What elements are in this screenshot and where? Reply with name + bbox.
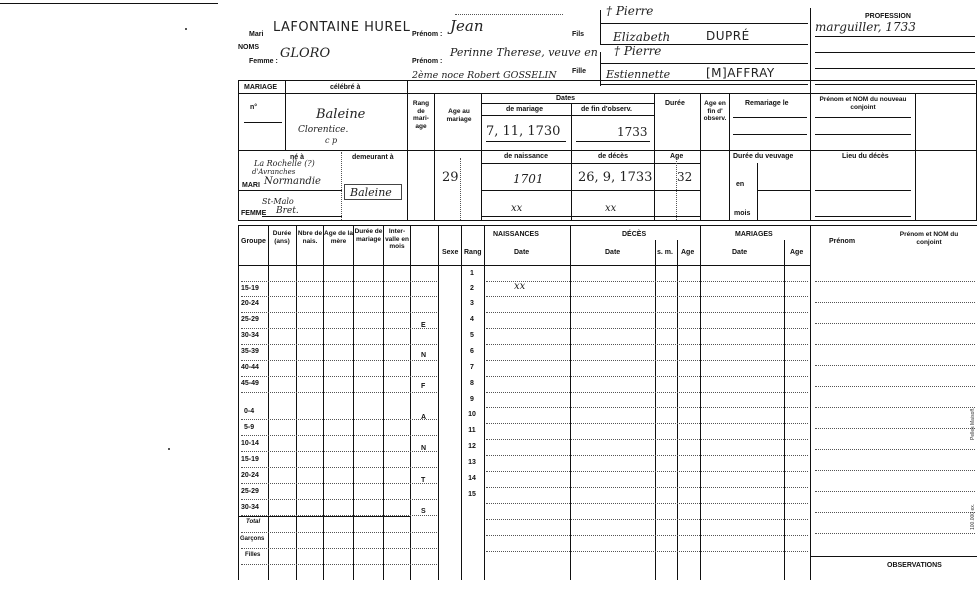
- age-col-label: Age: [670, 153, 684, 160]
- row-sep: [481, 115, 654, 116]
- husband-surname: LAFONTAINE HUREL: [273, 20, 411, 35]
- rank-4: 4: [470, 316, 474, 323]
- mariages-date-label: Date: [732, 249, 748, 256]
- lower-sep: [700, 225, 701, 580]
- ne-label: né à: [290, 154, 305, 161]
- wife-birthplace-2: Bret.: [276, 206, 299, 216]
- rank-6: 6: [470, 348, 474, 355]
- rang-label: Rang de mari-age: [412, 100, 430, 130]
- husband-firstname: Jean: [450, 17, 484, 35]
- prenom-guide: [815, 281, 975, 282]
- lower-sep: [353, 225, 354, 580]
- line-fille: [600, 63, 808, 64]
- prenom-guide: [815, 470, 975, 471]
- age-dots: [676, 158, 677, 220]
- line-fils-2: [600, 44, 808, 45]
- age-fin-label: Age en fin d' observ.: [703, 100, 727, 122]
- rank-11: 11: [468, 427, 476, 434]
- entry-guide: [486, 392, 808, 393]
- entry-guide: [486, 296, 808, 297]
- age-dots: [460, 158, 461, 220]
- row-guide: [241, 328, 437, 329]
- lower-sep: [438, 225, 439, 580]
- mari-row-line: [481, 190, 700, 191]
- sexe-label: Sexe: [442, 249, 459, 256]
- remariage-line: [733, 117, 807, 118]
- naissances-date-label: Date: [514, 249, 530, 256]
- sm-label: s. m.: [657, 249, 673, 256]
- row-sep: [481, 163, 700, 164]
- row-guide: [241, 483, 437, 484]
- mariage-vline: [285, 80, 286, 150]
- age-mariage-label: Age au mariage: [446, 108, 472, 123]
- deces-date-label: Date: [605, 249, 621, 256]
- group-bottom-3: 15-19: [241, 456, 259, 463]
- rank-1: 1: [470, 270, 474, 277]
- entry-guide: [486, 519, 808, 520]
- row-guide: [241, 564, 437, 565]
- entry-guide: [486, 439, 808, 440]
- prof-line-2: [815, 52, 975, 53]
- remariage-label: Remariage le: [745, 100, 789, 107]
- rank-13: 13: [468, 459, 476, 466]
- entry-guide: [486, 471, 808, 472]
- group-top-0: 15-19: [241, 285, 259, 292]
- lower-sep: [810, 225, 811, 580]
- stray-mark: [168, 448, 170, 450]
- lower-sep: [410, 225, 411, 580]
- group-top-5: 40-44: [241, 364, 259, 371]
- entry-guide: [486, 281, 808, 282]
- mariage-hline: [238, 93, 407, 94]
- wife-father: † Pierre: [614, 44, 662, 58]
- wife-firstname-2: 2ème noce Robert GOSSELIN: [412, 70, 557, 81]
- enfants-letter-a: A: [421, 414, 427, 421]
- mariages-age-label: Age: [790, 249, 804, 256]
- col-sep: [915, 93, 916, 221]
- rang-col-label: Rang: [464, 249, 482, 256]
- wife-surname: GLORO: [280, 46, 331, 61]
- entry-guide: [486, 455, 808, 456]
- lower-sep: [323, 225, 324, 580]
- rank-7: 7: [470, 364, 474, 371]
- group-bottom-1: 5-9: [244, 424, 255, 431]
- deces-age-label: Age: [681, 249, 695, 256]
- spouse-line: [815, 117, 911, 118]
- row-guide: [241, 392, 437, 393]
- prenom-label-wife: Prénom :: [412, 58, 443, 65]
- bracket-fils: [600, 10, 601, 44]
- prenom-guide: [815, 491, 975, 492]
- lieu-line: [815, 216, 911, 217]
- group-bottom-4: 20-24: [241, 472, 259, 479]
- duree-veuvage-label: Durée du veuvage: [733, 153, 794, 160]
- naissances-label: NAISSANCES: [493, 231, 539, 238]
- deces-col-label: DÉCÈS: [622, 231, 647, 238]
- col-sep: [434, 93, 435, 221]
- dotline: [455, 14, 563, 15]
- fin-obs-label: de fin d'observ.: [581, 106, 632, 113]
- prenom-guide: [815, 323, 975, 324]
- entry-guide: [486, 407, 808, 408]
- lower-sep: [484, 225, 485, 580]
- prenom-guide: [815, 407, 975, 408]
- col-sep: [729, 93, 730, 221]
- husband-mother-first: Elizabeth: [613, 30, 671, 44]
- enfants-letter-n1: N: [421, 352, 427, 359]
- group-top-3: 30-34: [241, 332, 259, 339]
- prenom-label: Prénom :: [412, 31, 443, 38]
- rank-15: 15: [468, 491, 476, 498]
- femme-row-line: [481, 216, 700, 217]
- profession-label: PROFESSION: [865, 13, 911, 20]
- enfants-letter-t: T: [421, 477, 426, 484]
- row-sep: [407, 150, 977, 151]
- col-sep: [481, 93, 482, 221]
- prenom-guide: [815, 428, 975, 429]
- veuvage-sep: [757, 163, 758, 221]
- wife-birth: xx: [511, 203, 523, 214]
- stray-mark: [185, 28, 187, 30]
- group-top-1: 20-24: [241, 300, 259, 307]
- enfants-letter-f: F: [421, 383, 426, 390]
- col-sep: [654, 93, 655, 221]
- row-guide: [241, 296, 437, 297]
- entry-guide: [486, 487, 808, 488]
- row-guide: [241, 281, 437, 282]
- lower-sep: [383, 225, 384, 580]
- rank-12: 12: [468, 443, 476, 450]
- femme-line: [262, 216, 342, 217]
- naissance-label: de naissance: [504, 153, 548, 160]
- date-underline: [576, 141, 650, 142]
- row-guide: [241, 548, 437, 549]
- prenom-guide: [815, 344, 975, 345]
- wife-mother-last: [M]AFFRAY: [706, 66, 775, 80]
- row-guide: [241, 360, 437, 361]
- printer-note: Pelles Maisoff.: [970, 407, 976, 440]
- wife-birthplace-1: St-Malo: [262, 197, 294, 206]
- lower-header-line: [238, 265, 810, 266]
- filles-label: Filles: [245, 552, 261, 558]
- print-run-note: 100.000 ex.: [970, 503, 976, 530]
- lower-sep: [461, 225, 462, 580]
- husband-birthplace-2: d'Avranches: [252, 168, 296, 176]
- mariages-label: MARIAGES: [735, 231, 773, 238]
- duree-label: Durée: [665, 100, 685, 107]
- lower-table: [238, 225, 977, 580]
- rank-10: 10: [468, 411, 476, 418]
- row-guide: [241, 451, 437, 452]
- entry-guide: [486, 360, 808, 361]
- marriage-date: 7, 11, 1730: [486, 124, 561, 139]
- husband-age: 29: [442, 170, 459, 185]
- rank-3: 3: [470, 300, 474, 307]
- new-spouse-label: Prénom et NOM du nouveau conjoint: [819, 96, 907, 111]
- ne-divider: [341, 152, 342, 220]
- prenom-guide: [815, 386, 975, 387]
- wife-mother-first: Estiennette: [606, 68, 671, 81]
- lower-sep: [655, 240, 656, 580]
- prenom-guide: [815, 533, 975, 534]
- end-observation: 1733: [617, 125, 648, 139]
- prenom-guide: [815, 449, 975, 450]
- profession-value: marguiller, 1733: [815, 20, 916, 34]
- femme-label: Femme :: [249, 58, 278, 65]
- total-label: Total: [246, 519, 261, 525]
- husband-birthplace-1: La Rochelle (?): [254, 159, 315, 168]
- celebre-label: célébré à: [330, 84, 361, 91]
- entry-guide: [486, 344, 808, 345]
- deces-label: de décès: [598, 153, 628, 160]
- residence-box: [344, 184, 402, 200]
- wife-death: xx: [605, 203, 617, 214]
- row-guide: [241, 499, 437, 500]
- prenom-col-label: Prénom: [829, 238, 856, 245]
- age-mere-label: Age de la mère: [324, 230, 353, 245]
- duree-mariage-label: Durée de mariage: [354, 228, 383, 243]
- entry-guide: [486, 503, 808, 504]
- veuvage-line: [757, 190, 810, 191]
- lower-sep: [784, 240, 785, 580]
- first-child-birth: xx: [514, 281, 526, 292]
- entry-guide: [486, 423, 808, 424]
- lieu-deces-label: Lieu du décès: [842, 153, 889, 160]
- row-guide: [241, 467, 437, 468]
- corner-rule: [0, 3, 218, 4]
- no-label: n°: [250, 104, 258, 111]
- group-top-2: 25-29: [241, 316, 259, 323]
- enfants-letter-e: E: [421, 322, 426, 329]
- groupe-label: Groupe: [241, 238, 266, 245]
- demeurant-label: demeurant à: [352, 154, 394, 161]
- lieu-line: [815, 190, 911, 191]
- rank-5: 5: [470, 332, 474, 339]
- husband-father: † Pierre: [606, 4, 654, 18]
- fille-label: Fille: [572, 68, 587, 75]
- mois-label: mois: [734, 210, 751, 217]
- mari-label: Mari: [249, 31, 264, 38]
- rank-9: 9: [470, 396, 474, 403]
- entry-guide: [486, 312, 808, 313]
- row-guide: [241, 532, 437, 533]
- group-top-6: 45-49: [241, 380, 259, 387]
- group-top-4: 35-39: [241, 348, 259, 355]
- group-bottom-2: 10-14: [241, 440, 259, 447]
- enfants-letter-n2: N: [421, 445, 427, 452]
- no-line: [244, 122, 282, 123]
- de-mariage-label: de mariage: [506, 106, 543, 113]
- husband-birthplace-3: Normandie: [264, 176, 321, 187]
- row-guide: [241, 344, 437, 345]
- enfants-letter-s: S: [421, 508, 426, 515]
- husband-birth: 1701: [513, 172, 544, 186]
- prof-line-3: [815, 68, 975, 69]
- en-label: en: [736, 181, 745, 188]
- nbre-nais-label: Nbre de nais.: [297, 230, 323, 245]
- header-divider: [810, 8, 811, 87]
- prenom-guide: [815, 512, 975, 513]
- prenom-guide: [815, 302, 975, 303]
- marriage-place-code: c p: [325, 136, 338, 145]
- group-bottom-5: 25-29: [241, 488, 259, 495]
- husband-mother-last: DUPRÉ: [706, 29, 750, 43]
- entry-guide: [486, 328, 808, 329]
- mariage-label: MARIAGE: [244, 84, 278, 91]
- col-sep: [700, 93, 701, 221]
- mari-row-label: MARI: [242, 182, 260, 189]
- mari-line: [238, 190, 342, 191]
- prenom-guide: [815, 365, 975, 366]
- mariage-bottom: [238, 150, 407, 151]
- date-underline: [486, 141, 566, 142]
- lower-sep: [296, 225, 297, 580]
- row-sep: [481, 103, 654, 104]
- observations-label: OBSERVATIONS: [887, 562, 942, 569]
- conjoint-col-label: Prénom et NOM du conjoint: [899, 231, 959, 246]
- lower-sep: [570, 225, 571, 580]
- total-line: [238, 516, 410, 517]
- rank-8: 8: [470, 380, 474, 387]
- group-bottom-6: 30-34: [241, 504, 259, 511]
- observations-line: [810, 556, 977, 557]
- intervalle-label: Inter-valle en mois: [385, 228, 409, 250]
- marriage-place: Baleine: [316, 107, 366, 122]
- row-guide: [241, 376, 437, 377]
- noms-label: NOMS: [238, 44, 259, 51]
- marriage-place-note: Clorentice.: [298, 125, 349, 135]
- husband-death: 26, 9, 1733: [578, 170, 653, 185]
- col-sep: [571, 103, 572, 221]
- rank-14: 14: [468, 475, 476, 482]
- prof-line-1: [815, 36, 975, 37]
- wife-firstname: Perinne Therese, veuve en: [450, 46, 598, 59]
- husband-residence: Baleine: [350, 186, 392, 199]
- femme-row-label: FEMME: [241, 210, 267, 217]
- spouse-line: [815, 134, 911, 135]
- row-guide: [241, 312, 437, 313]
- entry-guide: [486, 535, 808, 536]
- line-fils: [600, 23, 808, 24]
- lower-sep: [677, 240, 678, 580]
- row-guide: [241, 419, 437, 420]
- entry-guide: [486, 376, 808, 377]
- row-guide: [241, 435, 437, 436]
- garcons-label: Garçons: [240, 536, 265, 542]
- group-bottom-0: 0-4: [244, 408, 255, 415]
- fils-label: Fils: [572, 31, 585, 38]
- remariage-line: [733, 134, 807, 135]
- rank-2: 2: [470, 285, 474, 292]
- dates-label: Dates: [556, 95, 576, 102]
- entry-guide: [486, 551, 808, 552]
- husband-death-age: 32: [677, 170, 693, 184]
- lower-sep: [268, 225, 269, 580]
- row-sep: [407, 93, 977, 94]
- duree-ans-label: Durée (ans): [272, 230, 292, 245]
